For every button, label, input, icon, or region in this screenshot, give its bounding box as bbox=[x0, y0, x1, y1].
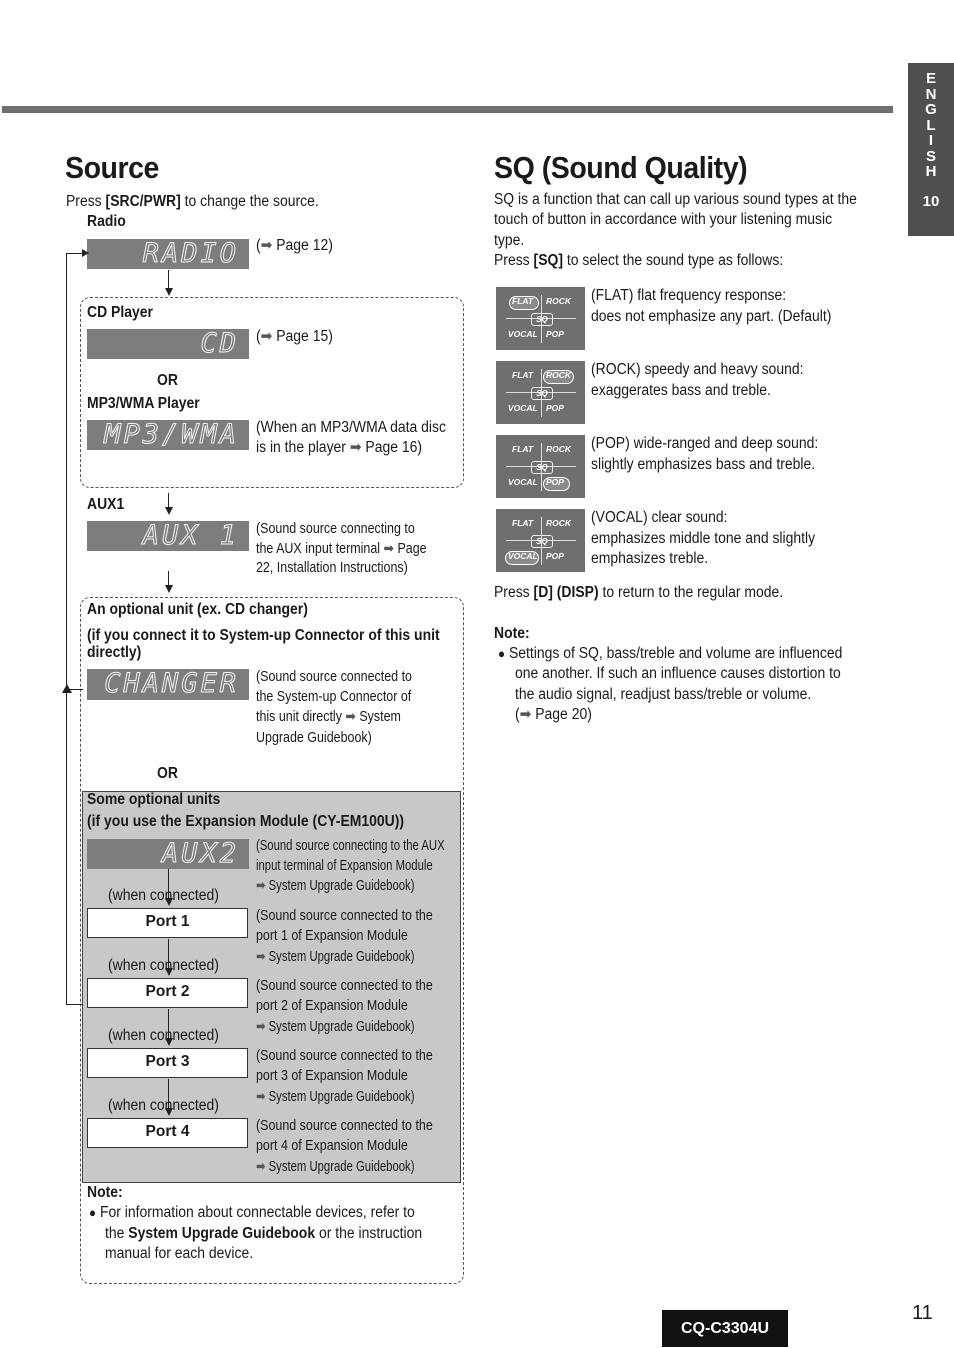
mp3-note: (When an MP3/WMA data disc bbox=[256, 419, 446, 436]
sq-icon-label-pop: POP bbox=[546, 329, 564, 339]
changer-note-2: the System-up Connector of bbox=[256, 689, 412, 705]
page-number: 11 bbox=[912, 1302, 933, 1324]
sq-icon-label-flat: FLAT bbox=[512, 518, 534, 528]
arrow-right-icon: ➡ bbox=[519, 706, 532, 723]
sq-press: Press [SQ] to select the sound type as follows: bbox=[494, 252, 784, 269]
sq-icon-label-flat: FLAT bbox=[512, 296, 534, 306]
sq-note-line-2: one another. If such an influence causes distortion to bbox=[515, 665, 841, 682]
sq-mode-desc: exaggerates bass and treble. bbox=[591, 381, 771, 399]
port-4: Port 4 bbox=[87, 1118, 248, 1148]
arrow-right-icon: ➡ bbox=[349, 439, 362, 456]
sq-icon-label-vocal: VOCAL bbox=[508, 477, 538, 487]
cd-group-box bbox=[80, 297, 464, 488]
aux1-label: AUX1 bbox=[87, 496, 125, 513]
arrow-down-icon bbox=[165, 288, 173, 296]
arrow-right-icon: ➡ bbox=[260, 328, 273, 345]
sq-pop-icon bbox=[496, 435, 585, 498]
radio-display: RADIO bbox=[87, 239, 249, 269]
source-intro: Press [SRC/PWR] to change the source. bbox=[66, 193, 319, 210]
sq-mode-desc: (ROCK) speedy and heavy sound: bbox=[591, 361, 804, 378]
when-connected-label: (when connected) bbox=[108, 1097, 219, 1114]
source-note-line-2: the System Upgrade Guidebook or the instruction bbox=[105, 1225, 423, 1242]
aux1-note-3: 22, Installation Instructions) bbox=[256, 560, 408, 576]
arrow-right-icon: ➡ bbox=[345, 709, 356, 725]
sq-title: SQ (Sound Quality) bbox=[494, 150, 748, 185]
port-3-note-3: ➡ System Upgrade Guidebook) bbox=[256, 1089, 415, 1105]
cd-display: CD bbox=[87, 329, 249, 359]
port-4-note-2: port 4 of Expansion Module bbox=[256, 1138, 408, 1154]
port-3: Port 3 bbox=[87, 1048, 248, 1078]
source-note-heading: Note: bbox=[87, 1184, 123, 1201]
arrow-right-icon: ➡ bbox=[256, 878, 266, 894]
sq-note-line-3: the audio signal, readjust bass/treble or volume. bbox=[515, 686, 812, 703]
language-letters: E N G L I S H bbox=[925, 70, 937, 180]
port-1-note-1: (Sound source connected to the bbox=[256, 908, 433, 924]
sq-rock-icon bbox=[496, 361, 585, 424]
sq-intro-2: touch of button in accordance with your listening music bbox=[494, 211, 833, 228]
aux1-display: AUX 1 bbox=[87, 521, 249, 551]
when-connected-label: (when connected) bbox=[108, 957, 219, 974]
port-1: Port 1 bbox=[87, 908, 248, 938]
sq-icon-label-rock: ROCK bbox=[546, 518, 572, 528]
bullet-icon: ● bbox=[498, 646, 506, 661]
cd-label: CD Player bbox=[87, 304, 153, 321]
sq-return: Press [D] (DISP) to return to the regular mode. bbox=[494, 584, 784, 601]
sq-icon-label-flat: FLAT bbox=[512, 444, 534, 454]
optional-heading-1: An optional unit (ex. CD changer) bbox=[87, 601, 308, 618]
source-title: Source bbox=[65, 150, 159, 185]
bullet-icon: ● bbox=[89, 1205, 97, 1220]
language-tab bbox=[908, 63, 954, 236]
aux2-display: AUX2 bbox=[87, 839, 249, 869]
port-2-note-1: (Sound source connected to the bbox=[256, 978, 433, 994]
sq-intro-3: type. bbox=[494, 232, 525, 249]
expansion-heading-2: (if you use the Expansion Module (CY-EM100U)) bbox=[87, 813, 405, 830]
arrow-right-icon: ➡ bbox=[256, 1019, 266, 1035]
arrow-right-icon: ➡ bbox=[256, 1159, 266, 1175]
sq-mode-desc: emphasizes middle tone and slightly bbox=[591, 529, 816, 547]
changer-display: CHANGER bbox=[87, 669, 249, 700]
sq-flat-icon bbox=[496, 287, 585, 350]
mp3-note-2: is in the player ➡ Page 16) bbox=[256, 439, 423, 456]
aux1-note-2: the AUX input terminal ➡ Page bbox=[256, 541, 427, 557]
sq-mode-desc: does not emphasize any part. (Default) bbox=[591, 307, 832, 325]
arrow-right-icon: ➡ bbox=[256, 949, 266, 965]
sq-icon-label-rock: ROCK bbox=[546, 444, 572, 454]
sq-icon-center: SQ bbox=[531, 313, 553, 326]
arrow-down-icon bbox=[165, 585, 173, 593]
aux2-note-3: ➡ System Upgrade Guidebook) bbox=[256, 878, 415, 894]
sq-mode-desc: emphasizes treble. bbox=[591, 550, 709, 567]
port-2: Port 2 bbox=[87, 978, 248, 1008]
language-tab-page: 10 bbox=[922, 192, 940, 210]
loop-line-bottom bbox=[66, 1004, 83, 1005]
mp3-display: MP3/WMA bbox=[87, 420, 249, 450]
arrow-right-icon: ➡ bbox=[256, 1089, 266, 1105]
source-note-line-3: manual for each device. bbox=[105, 1245, 254, 1262]
sq-mode-desc: slightly emphasizes bass and treble. bbox=[591, 455, 816, 473]
sq-icon-label-vocal: VOCAL bbox=[508, 329, 538, 339]
sq-icon-center: SQ bbox=[531, 461, 553, 474]
sq-icon-label-vocal: VOCAL bbox=[508, 551, 538, 561]
flow-line bbox=[168, 270, 169, 290]
port-3-note-2: port 3 of Expansion Module bbox=[256, 1068, 408, 1084]
sq-mode-desc: (FLAT) flat frequency response: bbox=[591, 287, 787, 304]
or-label: OR bbox=[157, 372, 178, 389]
port-2-note-3: ➡ System Upgrade Guidebook) bbox=[256, 1019, 415, 1035]
sq-note-line-4: (➡ Page 20) bbox=[515, 706, 592, 723]
loop-line bbox=[66, 253, 67, 1005]
expansion-heading-1: Some optional units bbox=[87, 791, 221, 808]
sq-icon-label-rock: ROCK bbox=[546, 296, 572, 306]
arrow-right-icon bbox=[82, 249, 89, 257]
radio-ref: (➡ Page 12) bbox=[256, 237, 333, 254]
port-4-note-1: (Sound source connected to the bbox=[256, 1118, 433, 1134]
port-1-note-2: port 1 of Expansion Module bbox=[256, 928, 408, 944]
aux2-note-2: input terminal of Expansion Module bbox=[256, 858, 433, 874]
or-label: OR bbox=[157, 765, 178, 782]
loop-line-mid bbox=[66, 689, 83, 690]
port-1-note-3: ➡ System Upgrade Guidebook) bbox=[256, 949, 415, 965]
changer-note-3: this unit directly ➡ System bbox=[256, 709, 401, 725]
port-2-note-2: port 2 of Expansion Module bbox=[256, 998, 408, 1014]
optional-heading-2: (if you connect it to System-up Connector of this unit bbox=[87, 627, 440, 644]
aux1-note-1: (Sound source connecting to bbox=[256, 521, 415, 537]
arrow-right-icon: ➡ bbox=[260, 237, 273, 254]
arrow-right-icon: ➡ bbox=[383, 541, 395, 557]
sq-note-line-1: ● Settings of SQ, bass/treble and volume are influenced bbox=[498, 645, 843, 662]
model-badge: CQ-C3304U bbox=[662, 1310, 788, 1347]
when-connected-label: (when connected) bbox=[108, 1027, 219, 1044]
header-rule bbox=[2, 106, 893, 113]
when-connected-label: (when connected) bbox=[108, 887, 219, 904]
changer-note-4: Upgrade Guidebook) bbox=[256, 730, 372, 746]
mp3-label: MP3/WMA Player bbox=[87, 395, 200, 412]
sq-icon-label-vocal: VOCAL bbox=[508, 403, 538, 413]
sq-icon-center: SQ bbox=[531, 535, 553, 548]
sq-vocal-icon bbox=[496, 509, 585, 572]
sq-icon-label-pop: POP bbox=[546, 551, 564, 561]
changer-note-1: (Sound source connected to bbox=[256, 669, 412, 685]
sq-note-heading: Note: bbox=[494, 625, 530, 642]
sq-mode-desc: (POP) wide-ranged and deep sound: bbox=[591, 435, 819, 452]
source-note-line-1: ● For information about connectable devices, refer to bbox=[89, 1204, 415, 1221]
aux2-note-1: (Sound source connecting to the AUX bbox=[256, 838, 445, 854]
sq-icon-label-flat: FLAT bbox=[512, 370, 534, 380]
arrow-down-icon bbox=[165, 507, 173, 515]
sq-icon-label-pop: POP bbox=[546, 403, 564, 413]
radio-label: Radio bbox=[87, 213, 126, 230]
cd-ref: (➡ Page 15) bbox=[256, 328, 333, 345]
sq-icon-label-pop: POP bbox=[546, 477, 564, 487]
sq-icon-label-rock: ROCK bbox=[546, 370, 572, 380]
sq-icon-center: SQ bbox=[531, 387, 553, 400]
sq-mode-desc: (VOCAL) clear sound: bbox=[591, 509, 728, 526]
sq-intro-1: SQ is a function that can call up various sound types at the bbox=[494, 191, 857, 208]
port-3-note-1: (Sound source connected to the bbox=[256, 1048, 433, 1064]
port-4-note-3: ➡ System Upgrade Guidebook) bbox=[256, 1159, 415, 1175]
optional-heading-3: directly) bbox=[87, 644, 142, 661]
